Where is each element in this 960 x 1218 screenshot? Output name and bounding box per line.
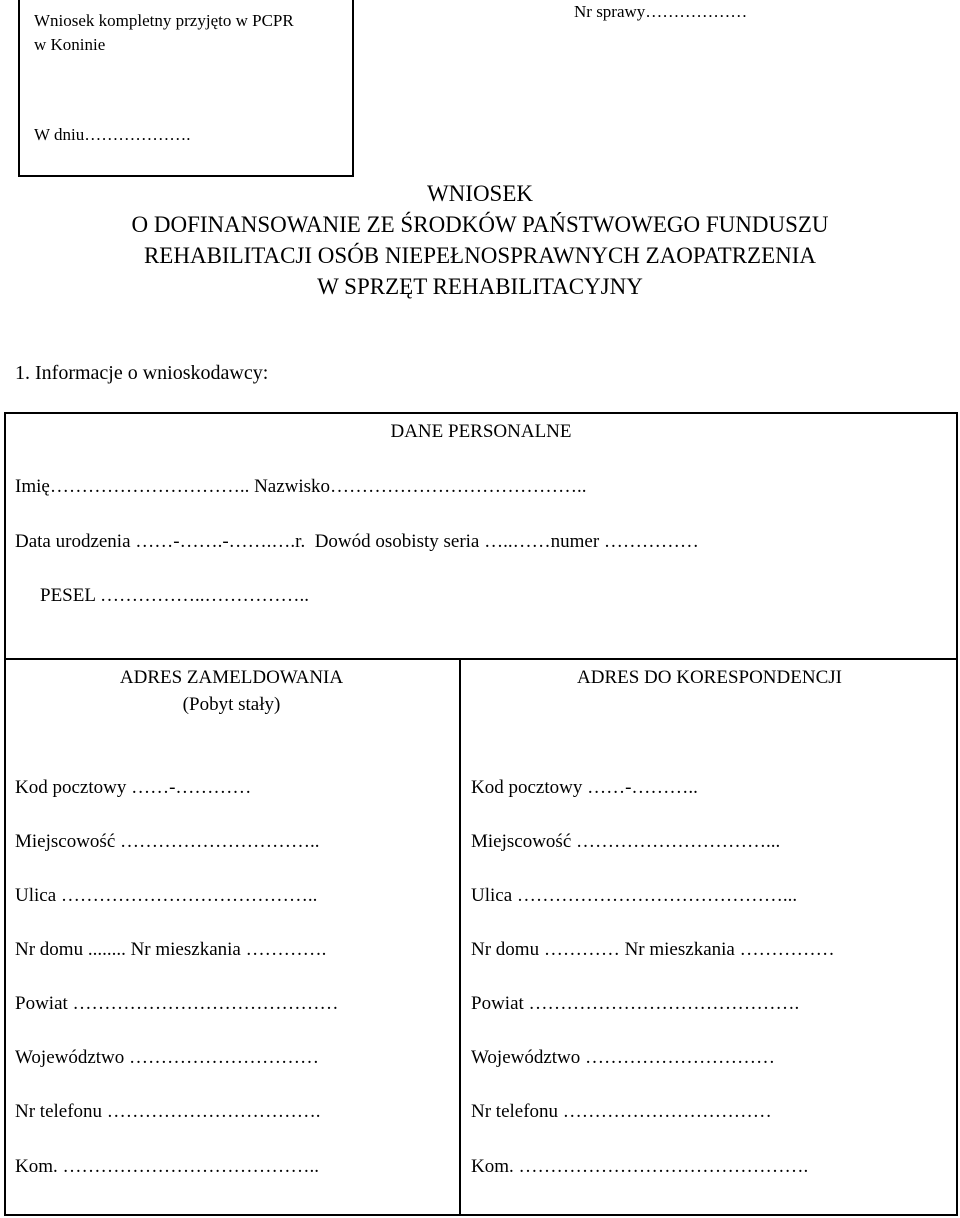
registered-mobile-field[interactable]: Kom. ………………………………….. [15, 1156, 319, 1177]
section-heading-applicant-info: 1. Informacje o wnioskodawcy: [15, 362, 269, 384]
form-title: WNIOSEK [426, 181, 534, 206]
form-title-line-2: O DOFINANSOWANIE ZE ŚRODKÓW PAŃSTWOWEGO FUNDUSZU [131, 212, 829, 237]
stamp-date-field[interactable]: W dniu………………. [34, 125, 191, 144]
correspondence-county-field[interactable]: Powiat ……………………………………. [471, 993, 800, 1014]
registered-house-number-field[interactable]: Nr domu ........ Nr mieszkania …………. [15, 939, 327, 960]
registered-address-subtitle: (Pobyt stały) [182, 694, 281, 715]
form-title-line-3: REHABILITACJI OSÓB NIEPEŁNOSPRAWNYCH ZAOPATRZENIA [143, 243, 817, 268]
form-title-line-4: W SPRZĘT REHABILITACYJNY [317, 274, 643, 299]
registered-county-field[interactable]: Powiat …………………………………… [15, 993, 339, 1014]
registered-postal-code-field[interactable]: Kod pocztowy ……-………… [15, 777, 252, 798]
correspondence-postal-code-field[interactable]: Kod pocztowy ……-……….. [471, 777, 698, 798]
correspondence-house-number-field[interactable]: Nr domu ………… Nr mieszkania …………… [471, 939, 835, 960]
pesel-field[interactable]: PESEL ……………..…………….. [40, 585, 309, 606]
registered-city-field[interactable]: Miejscowość ………………………….. [15, 831, 320, 852]
table-divider [4, 658, 958, 660]
stamp-line-2: w Koninie [34, 35, 106, 54]
correspondence-address-title: ADRES DO KORESPONDENCJI [577, 667, 842, 688]
registered-province-field[interactable]: Województwo ………………………… [15, 1047, 320, 1068]
birth-date-id-field[interactable]: Data urodzenia ……-…….-…….….r. Dowód osobisty seria …..……numer …………… [15, 531, 699, 552]
correspondence-province-field[interactable]: Województwo ………………………… [471, 1047, 776, 1068]
registered-phone-field[interactable]: Nr telefonu ……………………………. [15, 1101, 321, 1122]
registered-street-field[interactable]: Ulica ………………………………….. [15, 885, 318, 906]
case-number-field[interactable]: Nr sprawy……………… [574, 2, 748, 21]
correspondence-street-field[interactable]: Ulica ……………………………………... [471, 885, 798, 906]
correspondence-phone-field[interactable]: Nr telefonu …………………………… [471, 1101, 772, 1122]
stamp-line-1: Wniosek kompletny przyjęto w PCPR [34, 11, 294, 30]
personal-data-header: DANE PERSONALNE [390, 421, 572, 442]
correspondence-city-field[interactable]: Miejscowość …………………………... [471, 831, 781, 852]
column-divider [459, 658, 461, 1216]
registered-address-title: ADRES ZAMELDOWANIA [119, 667, 344, 688]
name-surname-field[interactable]: Imię………………………….. Nazwisko………………………………….. [15, 476, 587, 497]
correspondence-mobile-field[interactable]: Kom. ………………………………………. [471, 1156, 809, 1177]
